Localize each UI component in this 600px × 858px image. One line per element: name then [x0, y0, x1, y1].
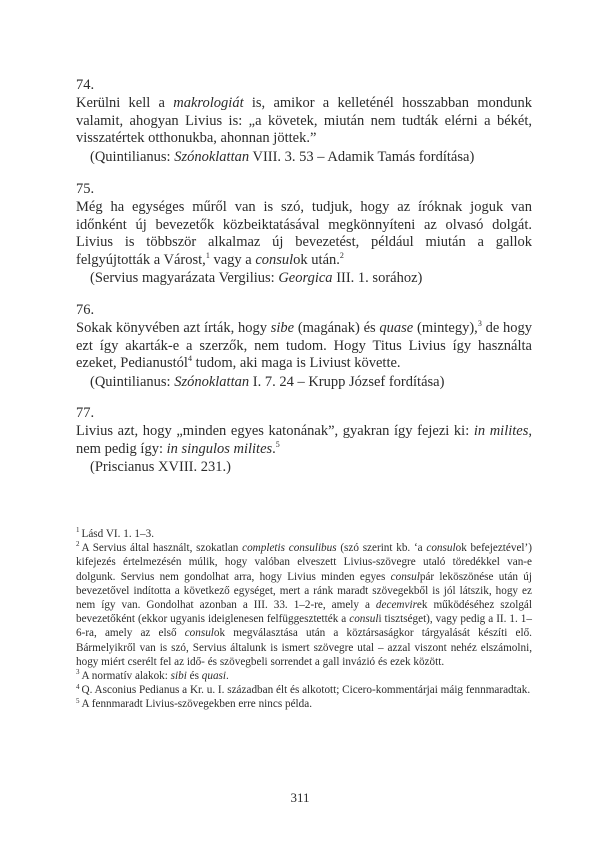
- text-run: is, amikor a kelleténél hosszabban mondunk valamit, ahogyan Livius is: „a követek, miután nem tudták elérni a békét, visszatértek otthonukba, ahonnan jöttek.”: [76, 95, 532, 146]
- footnote-reference: 4: [187, 354, 192, 364]
- footnote-reference: 1: [205, 250, 210, 260]
- footnote-text: [76, 542, 532, 668]
- footnote-text: [82, 670, 229, 682]
- italic-term: sibi: [170, 670, 187, 683]
- entry-number: 76.: [76, 302, 95, 318]
- italic-term: quasi: [201, 670, 227, 683]
- text-run: VIII. 3. 53 – Adamik Tamás fordítása): [249, 148, 475, 165]
- text-run: (magának) és: [294, 320, 380, 336]
- italic-term: consul: [349, 613, 379, 626]
- text-run: (Servius magyarázata Vergilius:: [90, 270, 279, 286]
- text-run: Q. Asconius Pedianus a Kr. u. I. században élt és alkotott; Cicero-kommentárjai máig fennmaradtak.: [81, 684, 531, 697]
- entry-text: [76, 423, 532, 458]
- text-run: (mintegy),: [413, 320, 478, 336]
- text-run: I. 7. 24 – Krupp József fordítása): [249, 373, 445, 390]
- text-run: Még ha egységes műről van is szó, tudjuk, hogy az íróknak joguk van időnként új bevezetők közbeiktatásával megkönnyíteni az olvasó dolgát. Livius is többször alkalmaz új bevezetést, például miután a gallok felgyújtották a Várost,: [76, 199, 532, 268]
- entry-number: 75.: [76, 181, 95, 197]
- text-run: , nem pedig így:: [76, 423, 532, 457]
- footnote-mark: 3: [76, 668, 80, 677]
- text-run: tudom, aki maga is Liviust követte.: [191, 355, 401, 371]
- text-run: de hogy ezt így akarták-e a szerzők, nem tudom. Hogy Titus Livius így használta ezeket, Pedianustól: [76, 320, 532, 371]
- text-run: pár leköszönése után új bevezetővel indította a következő egységet, mert a ránk maradt szövegekből is jól látszik, hogy ez nem így van. Gondolhat azonban a III. 33. 1–2-re, amely a: [76, 570, 532, 612]
- italic-term: completis consulibus: [242, 542, 337, 555]
- text-run: Sokak könyvében azt írták, hogy: [76, 320, 271, 336]
- footnote-text: [82, 528, 155, 540]
- footnote-mark: 1: [76, 526, 80, 535]
- entry-number: 77.: [76, 405, 95, 421]
- text-run: és: [186, 670, 202, 683]
- text-run: ek működéséhez szolgál bevezetőként (ekkor ugyanis ideiglenesen felfüggesztették a: [76, 599, 532, 626]
- entry-74: [76, 77, 532, 166]
- italic-term: in milites: [473, 423, 529, 439]
- italic-term: quase: [379, 320, 414, 336]
- entry-source: [76, 459, 532, 477]
- text-run: .: [226, 670, 229, 683]
- footnote-3: [76, 669, 532, 683]
- text-run: (szó szerint kb. ‘a: [336, 542, 427, 555]
- footnote-1: [76, 527, 532, 541]
- footnote-reference: 5: [275, 439, 280, 449]
- footnote-reference: 2: [339, 250, 344, 260]
- footnote-5: [76, 697, 532, 711]
- entry-text: [76, 95, 532, 148]
- italic-term: Georgica: [278, 270, 333, 286]
- footnote-2: [76, 541, 532, 669]
- italic-term: consul: [184, 627, 214, 640]
- text-run: (Quintilianus:: [90, 148, 175, 165]
- footnote-mark: 2: [76, 540, 80, 549]
- footnotes: [76, 527, 532, 712]
- entry-76: [76, 302, 532, 391]
- italic-term: sibe: [270, 320, 295, 336]
- footnote-4: [76, 683, 532, 697]
- entry-source: [76, 270, 532, 288]
- entry-text: [76, 199, 532, 269]
- footnote-text: [82, 684, 531, 696]
- text-run: Kerülni kell a: [76, 95, 174, 111]
- text-run: vagy a: [209, 251, 256, 268]
- text-run: ok megválasztása után a köztársaságkor tárgyalását készíti elő. Bármelyikről van is szó, Servius általunk is ismert szövegre utal – azzal viszont nehéz elszámolni, hogy miért cserélt fel az idő- és szövegbeli sorrendet a gall invázió és ezek között.: [76, 627, 532, 668]
- text-run: ok után.: [293, 251, 340, 268]
- footnote-mark: 4: [76, 682, 80, 691]
- italic-term: consul: [390, 570, 420, 583]
- text-run: i tisztséget), vagy pedig a II. 1. 1–6-ra, amely az első: [76, 613, 532, 640]
- text-run: .: [272, 440, 276, 457]
- entry-source: [76, 374, 532, 392]
- entry-75: [76, 181, 532, 288]
- footnote-text: [82, 698, 313, 710]
- text-run: ok befejeztével’) kifejezés értelmezésén múlik, hogy valóban elveszett Livius-szövegre utaló töredékkel van-e dolgunk. Servius nem gondolhat arra, hogy Livius minden egyes: [76, 542, 532, 583]
- text-run: (Priscianus XVIII. 231.): [90, 459, 231, 475]
- text-run: A fennmaradt Livius-szövegekben erre nincs példa.: [81, 698, 313, 711]
- italic-term: makrologiát: [173, 95, 244, 111]
- entry-number: 74.: [76, 77, 95, 93]
- footnote-reference: 3: [477, 319, 482, 329]
- italic-term: decemvir: [375, 599, 417, 612]
- text-run: Livius azt, hogy „minden egyes katonának”, gyakran így fejezi ki:: [76, 423, 474, 439]
- text-run: A normatív alakok:: [81, 670, 171, 683]
- entry-text: [76, 320, 532, 373]
- entry-77: [76, 405, 532, 477]
- entry-source: [76, 149, 532, 167]
- italic-term: consul: [426, 542, 456, 555]
- italic-term: in singulos milites: [166, 440, 273, 457]
- text-run: III. 1. sorához): [332, 270, 423, 286]
- page-number: 311: [290, 790, 310, 805]
- text-run: (Quintilianus:: [90, 373, 175, 390]
- italic-term: Szónoklattan: [174, 148, 250, 165]
- italic-term: consul: [255, 251, 294, 268]
- footnote-mark: 5: [76, 696, 80, 705]
- text-run: A Servius által használt, szokatlan: [81, 542, 243, 555]
- text-run: Lásd VI. 1. 1–3.: [81, 528, 155, 540]
- italic-term: Szónoklattan: [174, 373, 250, 390]
